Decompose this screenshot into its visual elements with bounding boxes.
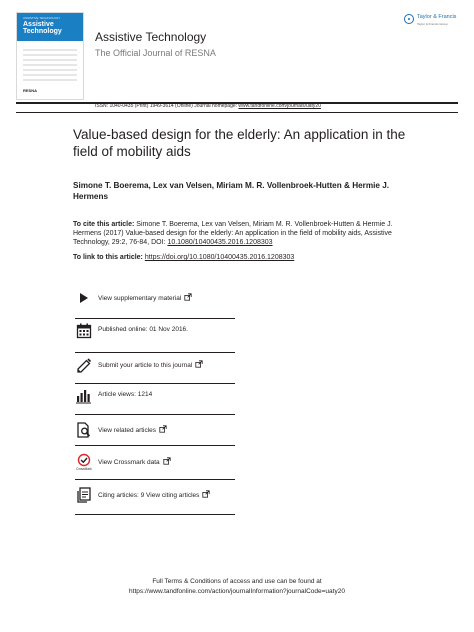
cover-top-text: ASSISTIVE TECHNOLOGY bbox=[23, 16, 61, 20]
calendar-icon bbox=[75, 322, 93, 340]
cover-title-line1: Assistive bbox=[23, 21, 54, 28]
external-link-icon bbox=[195, 360, 203, 368]
issn-text: ISSN: 1040-0435 (Print) 1949-3614 (Online) Journal homepage: bbox=[95, 103, 239, 109]
submit-article-icon bbox=[75, 356, 93, 374]
cite-text: Simone T. Boerema, Lex van Velsen, Miriam M. R. Vollenbroek-Hutten & Hermie J. Hermens (2017) Value-based design for the elderly: An application in the field of mobility aids, Assistive Technology, 29:2, 76-84, DOI: bbox=[73, 221, 393, 247]
citation-block bbox=[73, 220, 418, 248]
taylor-francis-logo-icon bbox=[404, 14, 414, 24]
publisher-tagline: Taylor & Francis Group bbox=[417, 22, 448, 26]
cover-text-lines bbox=[23, 49, 77, 84]
menu-item-label: View related articles bbox=[98, 425, 167, 434]
menu-divider bbox=[75, 514, 235, 515]
menu-divider bbox=[75, 445, 235, 446]
menu-divider bbox=[75, 383, 235, 384]
crossmark-icon-text: CrossMark bbox=[76, 467, 92, 471]
related-articles-icon bbox=[75, 421, 93, 439]
link-label: To link to this article: bbox=[73, 254, 145, 261]
header-rule-bottom bbox=[16, 112, 458, 113]
menu-item-label: Citing articles: 9 View citing articles bbox=[98, 490, 210, 499]
menu-item-label: Submit your article to this journal bbox=[98, 360, 203, 369]
journal-subtitle: The Official Journal of RESNA bbox=[95, 48, 216, 58]
citing-articles-icon bbox=[75, 486, 93, 504]
menu-item-label: View Crossmark data bbox=[98, 457, 171, 466]
article-title: Value-based design for the elderly: An application in the field of mobility aids bbox=[73, 127, 406, 159]
cover-title-line2: Technology bbox=[23, 28, 62, 35]
menu-divider bbox=[75, 318, 235, 319]
external-link-icon bbox=[184, 293, 192, 301]
article-doi-link[interactable]: https://doi.org/10.1080/10400435.2016.1208303 bbox=[144, 254, 295, 261]
external-link-icon bbox=[159, 425, 167, 433]
supplementary-material-icon bbox=[75, 289, 93, 307]
article-link-line bbox=[73, 253, 423, 262]
footer-terms-link[interactable]: https://www.tandfonline.com/action/journalInformation?journalCode=uaty20 bbox=[129, 587, 345, 595]
external-link-icon bbox=[163, 457, 171, 465]
menu-divider bbox=[75, 479, 235, 480]
menu-divider bbox=[75, 414, 235, 415]
journal-title[interactable]: Assistive Technology bbox=[95, 30, 207, 44]
publisher-name: Taylor & Francis bbox=[417, 14, 457, 20]
cite-label: To cite this article: bbox=[73, 221, 137, 228]
menu-divider bbox=[75, 352, 235, 353]
external-link-icon bbox=[202, 490, 210, 498]
publisher-logo[interactable] bbox=[404, 13, 472, 35]
menu-item-label: Published online: 01 Nov 2016. bbox=[98, 326, 188, 333]
journal-homepage-link[interactable]: www.tandfonline.com/journals/uaty20 bbox=[238, 103, 321, 109]
menu-item-label: View supplementary material bbox=[98, 293, 192, 302]
issn-line bbox=[95, 103, 321, 109]
menu-item-label: Article views: 1214 bbox=[98, 391, 153, 398]
article-authors: Simone T. Boerema, Lex van Velsen, Miriam M. R. Vollenbroek-Hutten & Hermie J. Hermens bbox=[73, 181, 390, 201]
footer-terms-text: Full Terms & Conditions of access and use can be found at bbox=[152, 578, 322, 585]
journal-cover-thumbnail bbox=[16, 12, 84, 100]
footer bbox=[0, 577, 474, 596]
bar-chart-icon bbox=[75, 387, 93, 405]
cover-title bbox=[23, 21, 62, 35]
cover-publisher-mark: RESNA bbox=[23, 88, 38, 93]
cite-doi-link[interactable]: 10.1080/10400435.2016.1208303 bbox=[167, 239, 273, 247]
crossmark-icon bbox=[75, 453, 93, 471]
